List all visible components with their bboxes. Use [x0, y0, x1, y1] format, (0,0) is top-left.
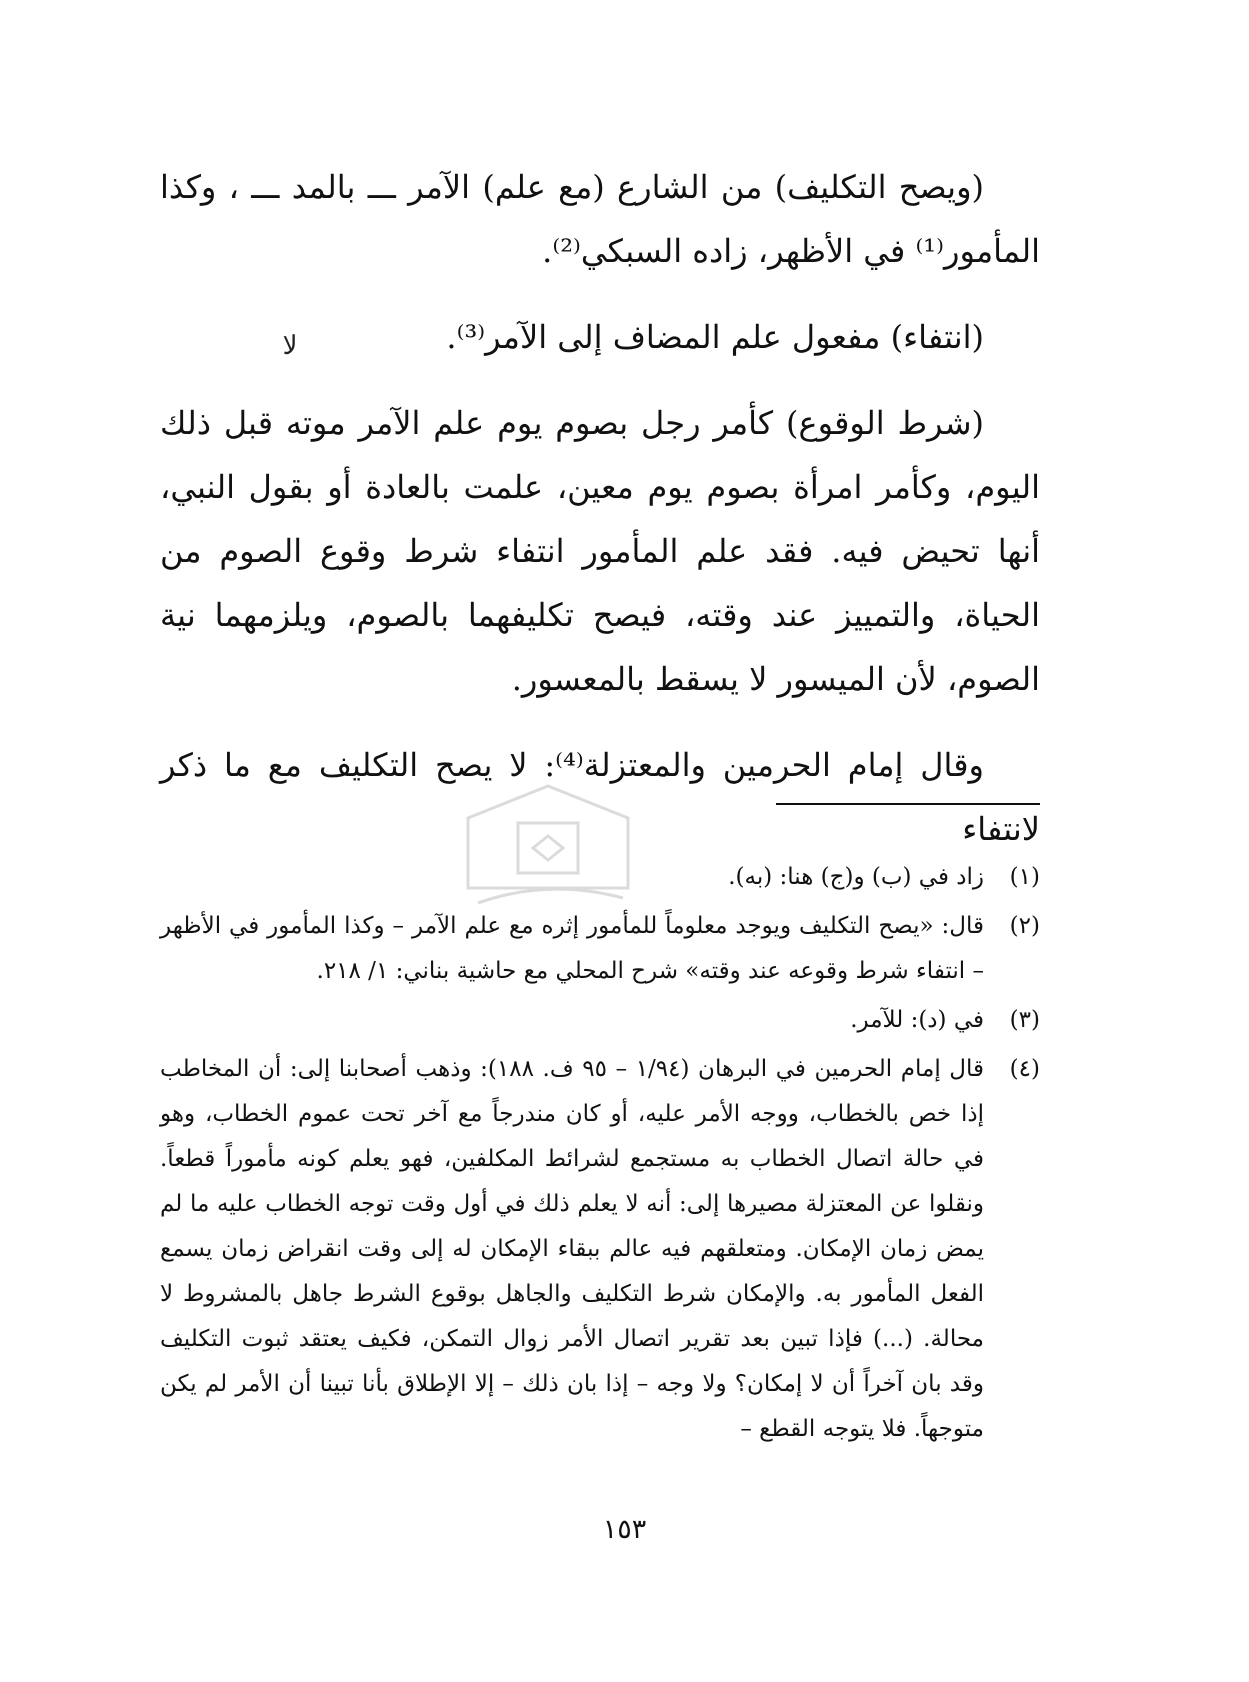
footnote-number: (٢) — [1009, 913, 1040, 939]
footnote-4 — [160, 1047, 1040, 1452]
footnote-text: زاد في (ب) و(ج) هنا: (به). — [728, 864, 984, 890]
footnote-1 — [160, 855, 1040, 900]
footnote-text: قال إمام الحرمين في البرهان (١/٩٤ – ٩٥ ف. ١٨٨): وذهب أصحابنا إلى: أن المخاطب إذا خص بالخطاب، ووجه الأمر عليه، أو كان مندرجاً مع آخر تحت عموم الخطاب، وهو في حالة اتصال الخطاب به مستجمع لشرائط المكلفين، فهو يعلم كونه مأموراً قطعاً. ونقلوا عن المعتزلة مصيرها إلى: أنه لا يعلم ذلك في أول وقت توجه الخطاب عليه ما لم يمض زمان الإمكان. ومتعلقهم فيه عالم ببقاء الإمكان له إلى وقت انقراض زمان يسمع الفعل المأمور به. والإمكان شرط التكليف والجاهل بوقوع الشرط جاهل بالمشروط لا محالة. (...) فإذا تبين بعد تقرير اتصال الأمر زوال التمكن، فكيف يعتقد ثبوت التكليف وقد بان آخراً أن لا إمكان؟ ولا وجه – إذا بان ذلك – إلا الإطلاق بأنا تبينا أن الأمر لم يكن متوجهاً. فلا يتوجه القطع – — [160, 1056, 985, 1442]
main-text — [160, 155, 1040, 861]
footnote-number: (٣) — [1009, 1007, 1040, 1033]
footnote-3 — [160, 998, 1040, 1043]
footnote-text: قال: «يصح التكليف ويوجد معلوماً للمأمور إثره مع علم الآمر – وكذا المأمور في الأظهر – انتفاء شرط وقوعه عند وقته» شرح المحلي مع حاشية بناني: ١/ ٢١٨. — [160, 913, 984, 984]
paragraph-1: (ويصح التكليف) من الشارع (مع علم) الآمر ـــ بالمد ـــ ، وكذا المأمور⁽¹⁾ في الأظهر، زاده السبكي⁽²⁾. — [160, 168, 1040, 270]
paragraph-3: (شرط الوقوع) كأمر رجل بصوم يوم علم الآمر موته قبل ذلك اليوم، وكأمر امرأة بصوم يوم معين، علمت بالعادة أو بقول النبي، أنها تحيض فيه. فقد علم المأمور انتفاء شرط وقوع الصوم من الحياة، والتمييز عند وقته، فيصح تكليفهما بالصوم، ويلزمهما نية الصوم، لأن الميسور لا يسقط بالمعسور. — [160, 404, 1041, 698]
paragraph-2: (انتفاء) مفعول علم المضاف إلى الآمر⁽³⁾. — [446, 318, 984, 356]
page-number: ١٥٣ — [602, 1514, 647, 1545]
footnotes — [160, 855, 1040, 1456]
footnote-number: (١) — [1009, 864, 1040, 890]
footnote-text: في (د): للآمر. — [850, 1007, 984, 1033]
footnote-number: (٤) — [1009, 1056, 1040, 1082]
footnote-separator — [776, 803, 1040, 805]
paragraph-4: وقال إمام الحرمين والمعتزلة⁽⁴⁾: لا يصح التكليف مع ما ذكر لانتفاء — [160, 746, 1040, 848]
footnote-2 — [160, 904, 1040, 994]
marginal-mark: ﻻ — [282, 331, 298, 361]
